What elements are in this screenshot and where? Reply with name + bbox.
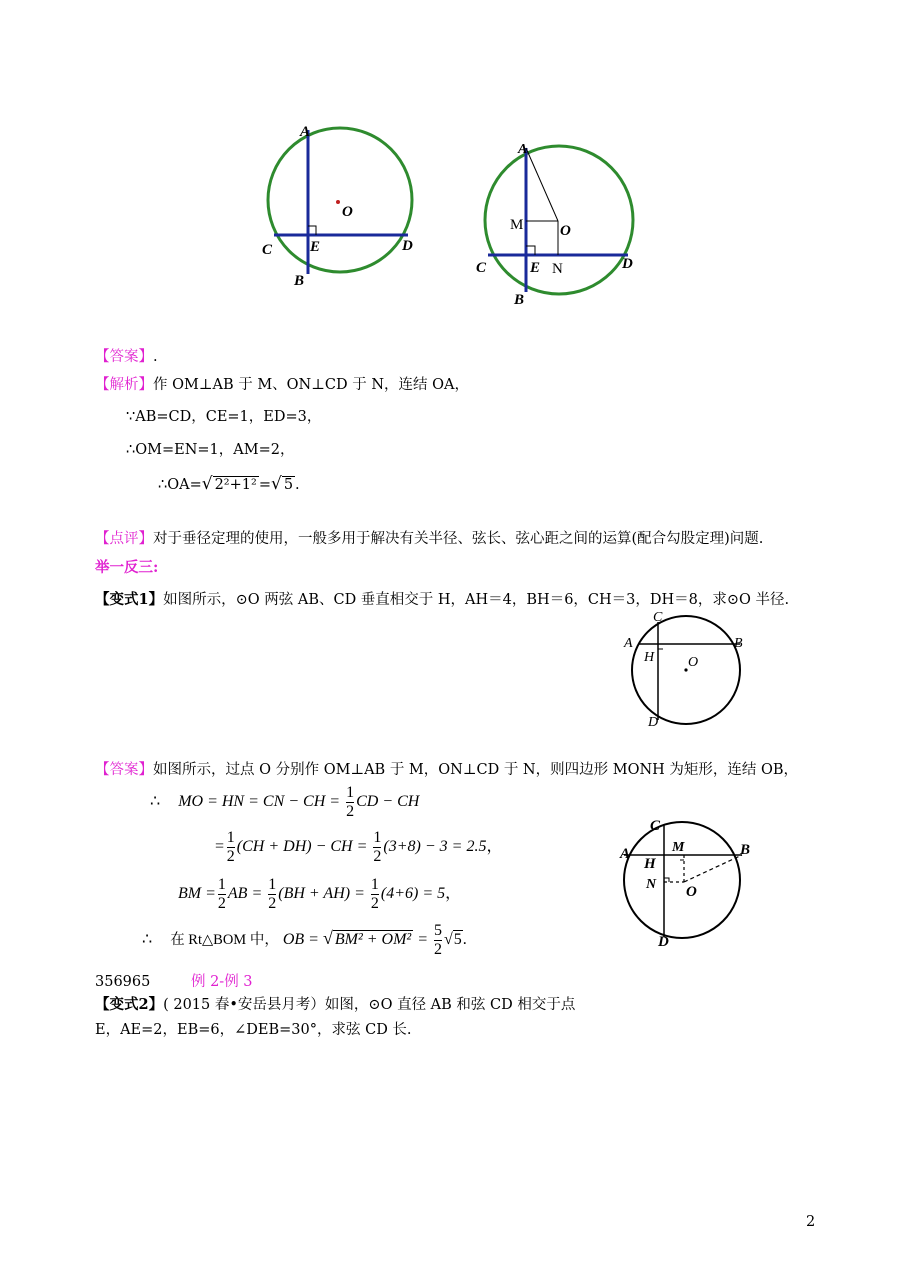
fig4-label-d: D bbox=[658, 934, 669, 950]
fig1-label-d: D bbox=[402, 238, 413, 254]
comment bbox=[95, 527, 763, 548]
eq-line-3: BM = $\frac{1}{2}$ AB = $\frac{1}{2}$ (BH + AH) = $\frac{1}{2}$ (4+6) = 5， bbox=[178, 876, 462, 912]
reference-link[interactable]: 例 2-例 3 bbox=[190, 974, 253, 990]
variant-1-tag: 【变式1】 bbox=[95, 591, 164, 608]
analysis-text: 作 OM⊥AB 于 M、ON⊥CD 于 N，连结 OA， bbox=[153, 377, 469, 393]
analysis-heading bbox=[95, 373, 469, 394]
fig3-label-b: B bbox=[734, 636, 743, 651]
fig3-label-c: C bbox=[653, 610, 663, 625]
fig4-label-b: B bbox=[740, 842, 751, 858]
fig1-label-a: A bbox=[300, 124, 311, 140]
reference bbox=[95, 970, 253, 991]
eq-line-4: ∴ 在 Rt△BOM 中， OB = √ BM² + OM² = $\frac{5}{2}$ √5. bbox=[142, 922, 467, 958]
comment-text: 对于垂径定理的使用，一般多用于解决有关半径、弦长、弦心距之间的运算(配合勾股定理)问题. bbox=[153, 531, 764, 547]
fig2-label-o: O bbox=[560, 223, 571, 239]
fig1-label-e: E bbox=[310, 239, 321, 255]
fig2-label-b: B bbox=[514, 292, 525, 308]
analysis-tag: 【解析】 bbox=[95, 377, 153, 393]
fig2-label-a: A bbox=[518, 142, 528, 157]
page-number: 2 bbox=[806, 1214, 816, 1230]
variant-2 bbox=[95, 993, 575, 1014]
oa-prefix: ∴OA= bbox=[158, 477, 202, 493]
variant-1-text: 如图所示，⊙O 两弦 AB、CD 垂直相交于 H，AH＝4，BH＝6，CH＝3，DH＝8，求⊙O 半径. bbox=[163, 592, 790, 608]
figure-2-circle-chords bbox=[474, 138, 644, 310]
oa-radicand: 2²+1² bbox=[214, 477, 257, 493]
figure-3-circle-chords bbox=[620, 608, 780, 736]
reference-id: 356965 bbox=[95, 974, 151, 990]
fig4-label-o: O bbox=[686, 884, 697, 900]
fig1-label-b: B bbox=[294, 273, 305, 289]
answer-text: . bbox=[153, 349, 158, 365]
fig4-label-h: H bbox=[644, 856, 656, 872]
variant-2-tag: 【变式2】 bbox=[95, 996, 164, 1013]
fig1-label-o: O bbox=[342, 204, 353, 220]
figure-4-circle-chords bbox=[610, 812, 775, 952]
fig1-label-c: C bbox=[262, 242, 273, 258]
fig4-label-n: N bbox=[646, 877, 657, 892]
fig3-label-d: D bbox=[648, 715, 659, 730]
eq-line-2: = $\frac{1}{2}$ (CH + DH) − CH = $\frac{1}{2}$ (3+8) − 3 = 2.5， bbox=[214, 829, 503, 865]
fig4-label-m: M bbox=[672, 840, 685, 855]
figure-1-circle-chords bbox=[262, 118, 422, 293]
analysis-line-2: ∴OM=EN=1，AM=2， bbox=[126, 442, 295, 458]
fig3-label-a: A bbox=[624, 636, 633, 651]
comment-tag: 【点评】 bbox=[95, 531, 153, 547]
variant-2-text: ( 2015 春•安岳县月考）如图，⊙O 直径 AB 和弦 CD 相交于点 bbox=[163, 997, 576, 1013]
oa-equals: = bbox=[258, 477, 271, 493]
fig4-label-a: A bbox=[620, 846, 631, 862]
answer-2-tag: 【答案】 bbox=[95, 762, 153, 778]
analysis-line-1: ∵AB=CD，CE=1，ED=3， bbox=[126, 409, 322, 425]
oa-end: . bbox=[295, 477, 300, 493]
variant-2-line-2: E，AE=2，EB=6，∠DEB=30°，求弦 CD 长. bbox=[95, 1022, 412, 1038]
fig3-label-h: H bbox=[644, 650, 655, 665]
analysis-line-3: ∴OA=√ 2²+1² =√ 5 . bbox=[158, 474, 300, 494]
answer-tag: 【答案】 bbox=[95, 349, 153, 365]
oa-result: 5 bbox=[283, 477, 294, 493]
answer-1 bbox=[95, 345, 158, 366]
fig2-label-c: C bbox=[476, 260, 487, 276]
fig2-label-e: E bbox=[530, 260, 541, 276]
fig2-label-d: D bbox=[622, 256, 633, 272]
eq-line-1: ∴ MO = HN = CN − CH = $\frac{1}{2}$ CD − CH bbox=[150, 784, 420, 820]
fig4-label-c: C bbox=[650, 818, 661, 834]
variant-1 bbox=[95, 588, 789, 609]
answer-2-text: 如图所示，过点 O 分别作 OM⊥AB 于 M，ON⊥CD 于 N，则四边形 MONH 为矩形，连结 OB， bbox=[153, 762, 799, 778]
answer-2 bbox=[95, 758, 798, 779]
fig3-label-o: O bbox=[688, 655, 699, 670]
fig2-label-n: N bbox=[552, 261, 563, 277]
fig2-label-m: M bbox=[510, 217, 524, 233]
section-heading: 举一反三: bbox=[95, 559, 159, 576]
